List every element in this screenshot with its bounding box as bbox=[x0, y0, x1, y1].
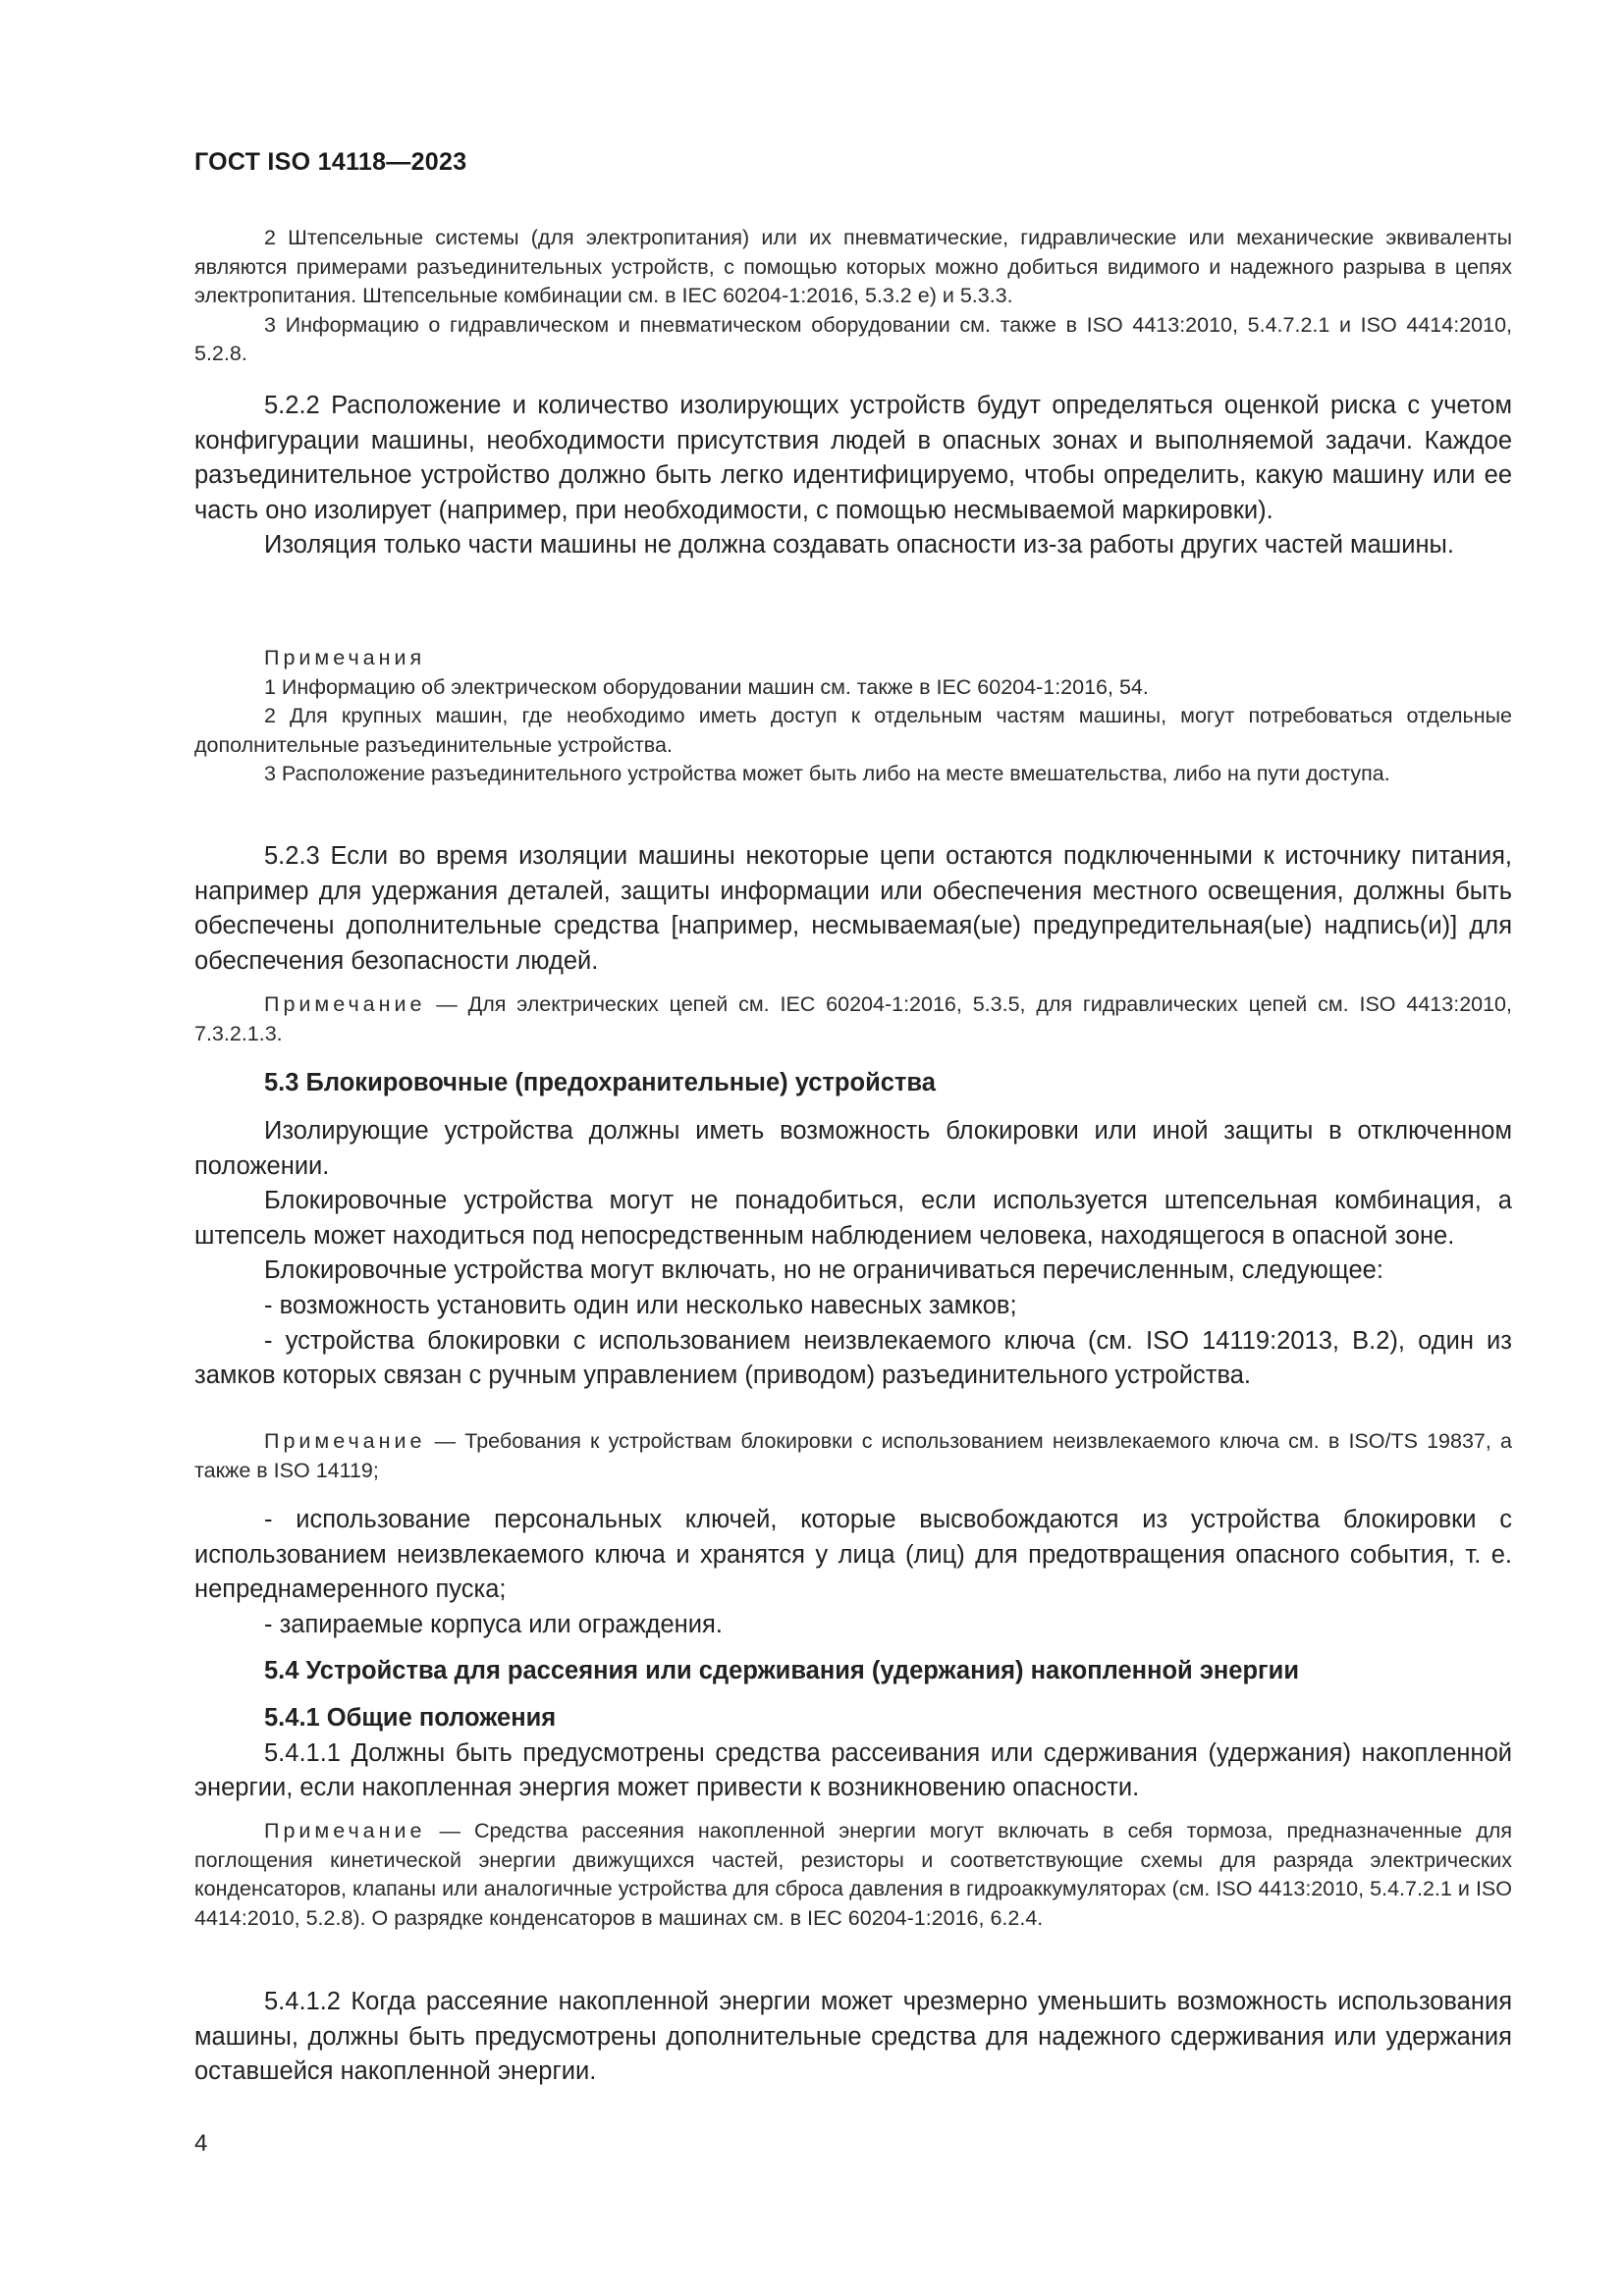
s523-note bbox=[194, 990, 1512, 1048]
subsection-heading: 5.4.1 Общие положения bbox=[264, 1704, 557, 1732]
s522-notes bbox=[194, 644, 1512, 789]
s53-paragraph-3: Блокировочные устройства могут включать, но не ограничиваться перечисленным, следующее: bbox=[264, 1256, 1383, 1285]
s53-note bbox=[194, 1427, 1512, 1485]
note-label: Примечание bbox=[264, 992, 426, 1016]
note-body: — Для электрических цепей см. IEC 60204-1:2016, 5.3.5, для гидравлических цепей см. ISO 4413:2010, 7.3.2.1.3. bbox=[194, 992, 1512, 1045]
s523-note-text bbox=[194, 990, 1512, 1048]
s53-list-item-1: - возможность установить один или несколько навесных замков; bbox=[264, 1291, 1017, 1319]
section-heading: 5.3 Блокировочные (предохранительные) устройства bbox=[264, 1069, 936, 1096]
top-note-2: 2 Штепсельные системы (для электропитания) или их пневматические, гидравлические или механические эквиваленты являются примерами разъединительных устройств, с помощью которых можно добиться видимого и надежного разрыва в цепях электропитания. Штепсельные комбинации см. в IEC 60204-1:2016, 5.3.2 е) и 5.3.3. bbox=[194, 226, 1512, 308]
s541-note bbox=[194, 1817, 1512, 1933]
s53-note-text bbox=[194, 1427, 1512, 1485]
section-5-3-heading bbox=[194, 1066, 1512, 1101]
s53-list-item-4: - запираемые корпуса или ограждения. bbox=[264, 1610, 723, 1638]
top-note-3: 3 Информацию о гидравлическом и пневматическом оборудовании см. также в ISO 4413:2010, 5.4.7.2.1 и ISO 4414:2010, 5.2.8. bbox=[194, 312, 1512, 366]
page-number: 4 bbox=[194, 2130, 208, 2157]
section-5-3-list-cont bbox=[194, 1503, 1512, 1642]
s53-paragraph-2: Блокировочные устройства могут не понадобиться, если используется штепсельная комбинация, а штепсель может находиться под непосредственным наблюдением человека, находящегося в опасной зоне. bbox=[194, 1187, 1512, 1250]
s522-paragraph-2: Изоляция только части машины не должна создавать опасности из-за работы других частей машины. bbox=[264, 531, 1454, 560]
s522-note-1: 1 Информацию об электрическом оборудовании машин см. также в IEC 60204-1:2016, 54. bbox=[264, 674, 1149, 699]
s522-note-2: 2 Для крупных машин, где необходимо иметь доступ к отдельным частям машины, могут потребоваться отдельные дополнительные разъединительные устройства. bbox=[194, 704, 1512, 757]
section-5-2-3 bbox=[194, 839, 1512, 979]
section-heading: 5.4 Устройства для рассеяния или сдерживания (удержания) накопленной энергии bbox=[264, 1657, 1300, 1684]
page-header: ГОСТ ISO 14118—2023 bbox=[194, 148, 467, 176]
s53-list-item-3: - использование персональных ключей, которые высвобождаются из устройства блокировки с использованием неизвлекаемого ключа и хранятся у лица (лиц) для предотвращения опасного события, т. е. непреднамеренного пуска; bbox=[194, 1506, 1512, 1604]
note-body: — Средства рассеяния накопленной энергии могут включать в себя тормоза, предназначенные для поглощения кинетической энергии движущихся частей, резисторы и соответствующие схемы для разряда электрических конденсаторов, клапаны или аналогичные устройства для сброса давления в гидроаккумуляторах (см. ISO 4413:2010, 5.4.7.2.1 и ISO 4414:2010, 5.2.8). О разрядке конденсаторов в машинах см. в IEC 60204-1:2016, 6.2.4. bbox=[194, 1819, 1512, 1930]
section-5-4-heading bbox=[194, 1654, 1512, 1689]
s5411-paragraph: 5.4.1.1 Должны быть предусмотрены средства рассеивания или сдерживания (удержания) накопленной энергии, если накопленная энергия может привести к возникновению опасности. bbox=[194, 1738, 1512, 1802]
s53-list-item-2: - устройства блокировки с использованием неизвлекаемого ключа (см. ISO 14119:2013, B.2), один из замков которых связан с ручным управлением (приводом) разъединительного устройства. bbox=[194, 1326, 1512, 1390]
s523-paragraph-1: 5.2.3 Если во время изоляции машины некоторые цепи остаются подключенными к источнику питания, например для удержания деталей, защиты информации или обеспечения местного освещения, должны быть обеспечены дополнительные средства [например, несмываемая(ые) предупредительная(ые) надпись(и)] для обеспечения безопасности людей. bbox=[194, 842, 1512, 975]
top-notes bbox=[194, 224, 1512, 369]
section-5-4-1 bbox=[194, 1701, 1512, 1806]
notes-label: Примечания bbox=[264, 646, 426, 669]
s522-note-3: 3 Расположение разъединительного устройства может быть либо на месте вмешательства, либо на пути доступа. bbox=[264, 762, 1390, 786]
s541-note-text bbox=[194, 1817, 1512, 1933]
note-label: Примечание bbox=[264, 1429, 426, 1453]
note-label: Примечание bbox=[264, 1819, 426, 1842]
section-5-4-1-2 bbox=[194, 1985, 1512, 2090]
s53-paragraph-1: Изолирующие устройства должны иметь возможность блокировки или иной защиты в отключенном положении. bbox=[194, 1117, 1512, 1180]
s522-paragraph-1: 5.2.2 Расположение и количество изолирующих устройств будут определяться оценкой риска с учетом конфигурации машины, необходимости присутствия людей в опасных зонах и выполняемой задачи. Каждое разъединительное устройство должно быть легко идентифицируемо, чтобы определить, какую машину или ее часть оно изолирует (например, при необходимости, с помощью несмываемой маркировки). bbox=[194, 392, 1512, 524]
section-5-3 bbox=[194, 1114, 1512, 1394]
note-body: — Требования к устройствам блокировки с использованием неизвлекаемого ключа см. в ISO/TS 19837, а также в ISO 14119; bbox=[194, 1429, 1512, 1482]
section-5-2-2 bbox=[194, 389, 1512, 563]
s5412-paragraph: 5.4.1.2 Когда рассеяние накопленной энергии может чрезмерно уменьшить возможность использования машины, должны быть предусмотрены дополнительные средства для надежного сдерживания или удержания оставшейся накопленной энергии. bbox=[194, 1988, 1512, 2086]
